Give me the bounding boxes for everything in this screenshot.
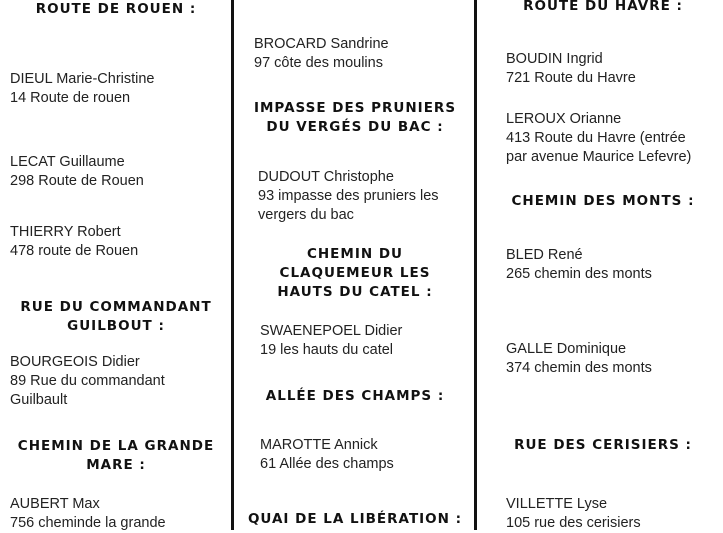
heading-line: IMPASSE DES PRUNIERS — [253, 100, 457, 116]
resident-address: 105 rue des cerisiers — [506, 515, 641, 531]
heading-line: ROUTE DE ROUEN : — [35, 1, 197, 17]
resident-address: 298 Route de Rouen — [10, 173, 144, 189]
heading-line: QUAI DE LA LIBÉRATION : — [247, 511, 463, 527]
resident-entry — [506, 50, 716, 88]
resident-address: 97 côte des moulins — [254, 55, 383, 71]
heading-line: GUILBOUT : — [67, 318, 165, 334]
heading-line: RUE DU COMMANDANT — [20, 299, 212, 315]
heading-line: RUE DES CERISIERS : — [514, 437, 692, 453]
heading-line: HAUTS DU CATEL : — [277, 284, 433, 300]
resident-entry — [260, 436, 464, 474]
resident-entry — [10, 70, 224, 108]
street-heading — [490, 192, 716, 211]
heading-line: DU VERGÉS DU BAC : — [266, 119, 444, 135]
resident-address: 478 route de Rouen — [10, 243, 139, 259]
street-heading — [246, 245, 464, 302]
resident-address: 14 Route de rouen — [10, 90, 131, 106]
resident-address: 374 chemin des monts — [506, 360, 652, 376]
resident-name: DUDOUT Christophe — [258, 169, 394, 185]
resident-entry — [258, 168, 464, 225]
resident-address: 61 Allée des champs — [260, 456, 394, 472]
resident-entry — [506, 495, 716, 533]
street-heading — [246, 99, 464, 137]
resident-address: 413 Route du Havre (entrée — [506, 130, 686, 146]
resident-address: 93 impasse des pruniers les — [258, 188, 439, 204]
heading-line: CHEMIN DU — [306, 246, 404, 262]
resident-address: 19 les hauts du catel — [260, 342, 394, 358]
resident-entry — [10, 153, 224, 191]
resident-address: vergers du bac — [258, 207, 354, 223]
heading-line: CHEMIN DES MONTS : — [511, 193, 695, 209]
resident-name: MAROTTE Annick — [260, 437, 378, 453]
resident-name: GALLE Dominique — [506, 341, 627, 357]
resident-entry — [506, 246, 716, 284]
street-heading — [8, 298, 224, 336]
column-divider-left — [231, 0, 234, 530]
resident-name: AUBERT Max — [10, 496, 100, 512]
street-heading — [246, 387, 464, 406]
column-divider-right — [474, 0, 477, 530]
resident-address: 89 Rue du commandant — [10, 373, 165, 389]
heading-line: MARE : — [86, 457, 146, 473]
column-middle — [246, 0, 464, 530]
resident-address: Guilbault — [10, 392, 68, 408]
resident-entry — [260, 322, 464, 360]
heading-line: CLAQUEMEUR LES — [279, 265, 431, 281]
street-heading — [490, 0, 716, 16]
resident-name: BOURGEOIS Didier — [10, 354, 140, 370]
resident-name: BOUDIN Ingrid — [506, 51, 603, 67]
street-heading — [8, 437, 224, 475]
street-heading — [8, 0, 224, 19]
resident-entry — [10, 353, 224, 410]
resident-name: LECAT Guillaume — [10, 154, 125, 170]
resident-name: BROCARD Sandrine — [254, 36, 389, 52]
resident-name: SWAENEPOEL Didier — [260, 323, 403, 339]
resident-address: 756 cheminde la grande — [10, 515, 166, 531]
resident-address: 265 chemin des monts — [506, 266, 652, 282]
resident-entry — [506, 340, 716, 378]
heading-line: CHEMIN DE LA GRANDE — [17, 438, 215, 454]
street-heading — [490, 436, 716, 455]
heading-line: ROUTE DU HAVRE : — [523, 0, 683, 14]
resident-address: par avenue Maurice Lefevre) — [506, 149, 692, 165]
resident-address: 721 Route du Havre — [506, 70, 636, 86]
column-left — [8, 0, 224, 530]
resident-entry — [10, 223, 224, 261]
column-right — [490, 0, 716, 530]
resident-entry — [254, 35, 464, 73]
resident-entry — [10, 495, 224, 533]
resident-entry — [506, 110, 716, 167]
heading-line: ALLÉE DES CHAMPS : — [265, 388, 445, 404]
resident-name: LEROUX Orianne — [506, 111, 622, 127]
resident-name: THIERRY Robert — [10, 224, 121, 240]
street-heading — [246, 510, 464, 529]
resident-name: DIEUL Marie-Christine — [10, 71, 155, 87]
resident-name: BLED René — [506, 247, 583, 263]
resident-name: VILLETTE Lyse — [506, 496, 608, 512]
